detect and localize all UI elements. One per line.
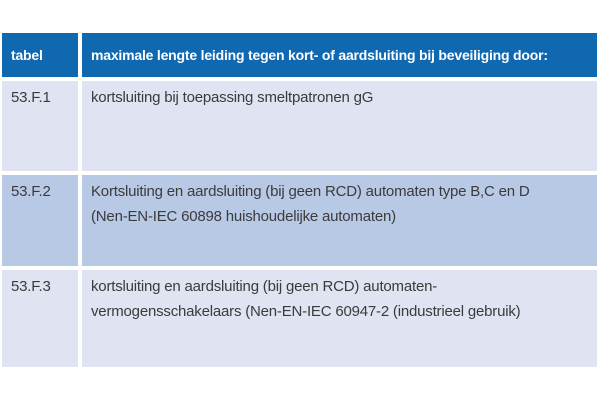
row-id: 53.F.3 [11,278,51,295]
row-description-line: kortsluiting en aardsluiting (bij geen RCD) automaten- [91,278,438,295]
row-description-line: vermogensschakelaars (Nen-EN-IEC 60947-2 (industrieel gebruik) [91,303,521,320]
row-description-line: Kortsluiting en aardsluiting (bij geen RCD) automaten type B,C en D [91,183,530,200]
header-label-description: maximale lengte leiding tegen kort- of aardsluiting bij beveiliging door: [91,47,548,63]
row-id-cell [2,81,78,171]
row-id-cell [2,270,78,367]
row-id: 53.F.2 [11,183,51,200]
row-id: 53.F.1 [11,89,51,106]
row-description-cell [82,270,597,367]
protection-table [2,33,597,367]
row-description-line: (Nen-EN-IEC 60898 huishoudelijke automaten) [91,208,396,225]
row-id-cell [2,175,78,266]
header-label-tabel: tabel [11,47,43,63]
row-description-cell [82,175,597,266]
row-description-line: kortsluiting bij toepassing smeltpatronen gG [91,89,374,106]
header-cell-tabel [2,33,78,77]
header-cell-description [82,33,597,77]
row-description-cell [82,81,597,171]
